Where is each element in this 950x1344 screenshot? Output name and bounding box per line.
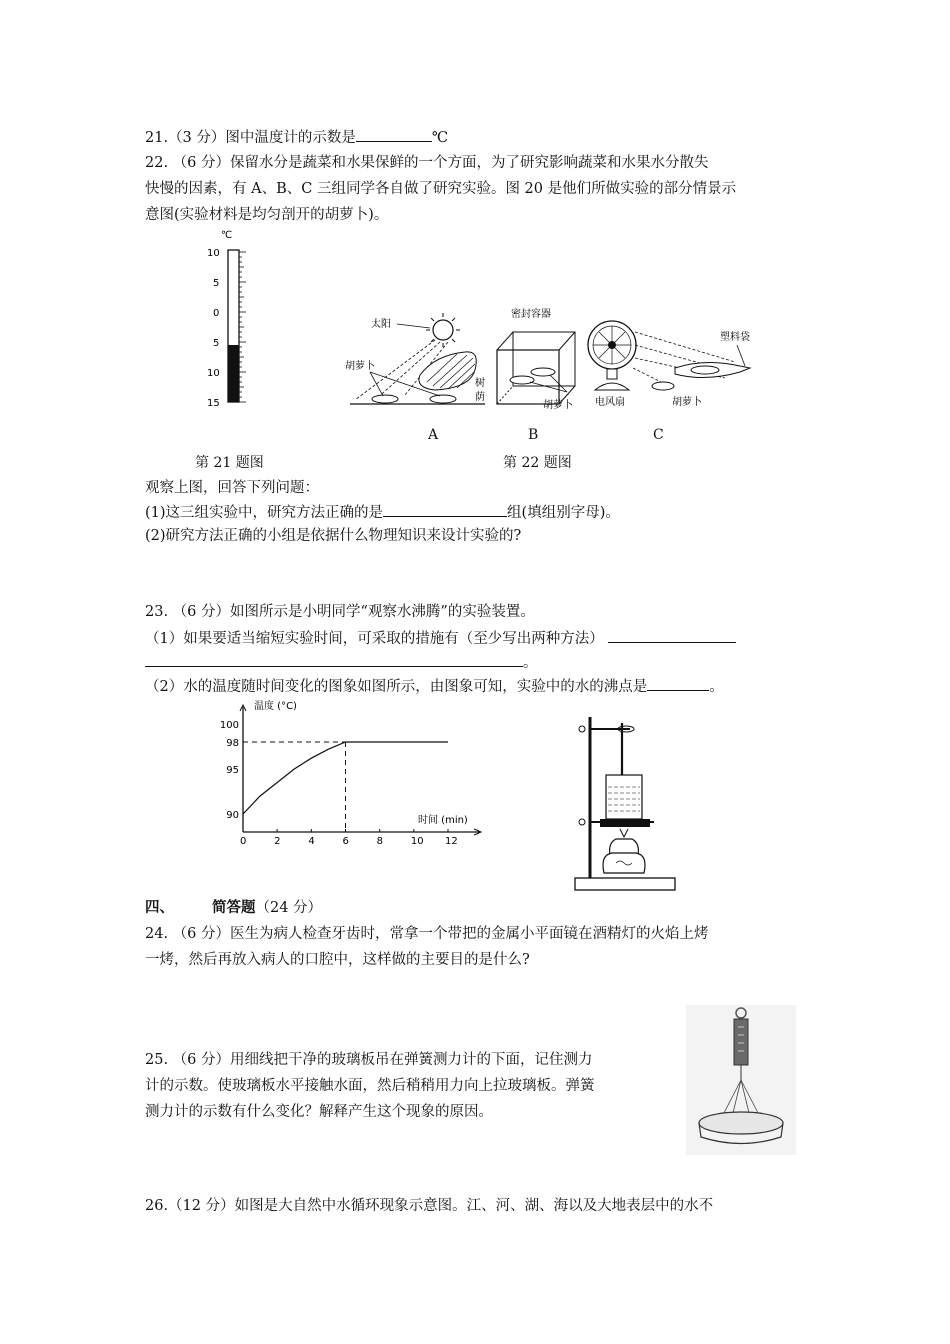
spring-scale-figure (686, 1005, 796, 1155)
tick-label: 0 (213, 308, 220, 319)
scene-a (345, 313, 485, 404)
q23-sub1-text: （1）如果要适当缩短实验时间，可采取的措施有（至少写出两种方法） (145, 631, 604, 647)
label-carrot-c: 胡萝卜 (672, 397, 702, 408)
water-basin (699, 1112, 783, 1134)
q22-line3: 意图(实验材料是均匀剖开的胡萝卜)。 (145, 207, 389, 223)
q23-sub1-blank-b[interactable] (145, 652, 523, 667)
section4-title: 简答题 (212, 899, 256, 916)
q23-sub1-end: 。 (523, 655, 538, 671)
q23-sub2-end: 。 (709, 679, 724, 695)
scene-b (497, 307, 575, 411)
x-tick-label: 12 (445, 836, 458, 847)
q22-sub2: (2)研究方法正确的小组是依据什么物理知识来设计实验的? (145, 528, 522, 544)
temperature-time-chart (210, 695, 500, 855)
thermometer-unit: ℃ (221, 230, 233, 241)
x-tick-label: 2 (274, 836, 281, 847)
fig21-caption: 第 21 题图 (195, 455, 264, 471)
q23-line1: 23. （6 分）如图所示是小明同学“观察水沸腾”的实验装置。 (145, 604, 535, 620)
section4-number: 四、 (145, 899, 174, 916)
tick-label: 5 (213, 278, 220, 289)
y-axis-label: 温度 (°C) (254, 701, 297, 712)
thermometer-liquid (228, 345, 239, 402)
q21-answer-blank[interactable] (356, 127, 432, 142)
label-container: 密封容器 (511, 309, 551, 320)
x-tick-label: 0 (240, 836, 247, 847)
q22-line1: 22. （6 分）保留水分是蔬菜和水果保鲜的一个方面，为了研究影响蔬菜和水果水分散失 (145, 155, 709, 171)
q22-sub1-tail: 组(填组别字母)。 (507, 505, 620, 521)
spring-scale (734, 1019, 748, 1065)
q21-unit: ℃ (431, 130, 449, 146)
q24-line2: 一烤，然后再放入病人的口腔中，这样做的主要目的是什么? (145, 952, 530, 968)
q23-sub1 (145, 628, 736, 649)
group-label-c: C (653, 427, 664, 443)
label-fan: 电风扇 (595, 397, 625, 408)
q23-sub2-text: （2）水的温度随时间变化的图象如图所示，由图象可知，实验中的水的沸点是 (145, 679, 648, 695)
section4-score: （24 分） (255, 900, 323, 916)
thermometer-tick-labels (207, 248, 220, 409)
q21-text: 21.（3 分）图中温度计的示数是 (145, 130, 356, 146)
q26-line1: 26.（12 分）如图是大自然中水循环现象示意图。江、河、湖、海以及大地表层中的水不 (145, 1198, 714, 1214)
tick-label: 10 (207, 248, 220, 259)
sun-icon (433, 320, 453, 340)
stand-base (575, 878, 675, 890)
x-tick-label: 6 (342, 836, 349, 847)
label-carrot-a: 胡萝卜 (345, 361, 375, 372)
thermometer-figure (195, 225, 265, 415)
q22-sub1 (145, 502, 620, 523)
q23-sub1-cont (145, 652, 538, 673)
q23-sub1-blank-a[interactable] (608, 628, 736, 643)
q25-line3: 测力计的示数有什么变化？解释产生这个现象的原因。 (145, 1104, 493, 1120)
y-tick-labels (220, 720, 239, 821)
q22-line2: 快慢的因素，有 A、B、C 三组同学各自做了研究实验。图 20 是他们所做实验的部分情景示 (145, 181, 737, 197)
x-tick-label: 10 (410, 836, 424, 847)
q23-sub2 (145, 676, 724, 697)
boiling-apparatus-figure (570, 705, 685, 895)
tick-label: 5 (213, 338, 220, 349)
label-shade: 荫 (475, 392, 485, 403)
scene-c (588, 321, 750, 408)
y-tick-label: 90 (226, 810, 239, 821)
q22-observe: 观察上图，回答下列问题： (145, 480, 319, 496)
label-tree: 树 (475, 378, 485, 389)
y-tick-label: 95 (226, 765, 239, 776)
q24-line1: 24. （6 分）医生为病人检查牙齿时，常拿一个带把的金属小平面镜在酒精灯的火焰上烤 (145, 926, 709, 942)
group-label-b: B (528, 427, 539, 443)
fig22-caption: 第 22 题图 (503, 455, 572, 471)
section4-heading (145, 898, 322, 918)
q22-sub1-text: (1)这三组实验中，研究方法正确的是 (145, 505, 384, 521)
label-sun: 太阳 (371, 319, 391, 330)
y-tick-label: 100 (219, 720, 239, 731)
beaker (606, 775, 642, 819)
q23-sub2-blank[interactable] (647, 676, 709, 691)
x-tick-label: 8 (376, 836, 384, 847)
fig22-scenes (345, 300, 765, 420)
y-tick-label: 98 (226, 738, 239, 749)
thermometer-scale (239, 252, 246, 402)
label-carrot-b: 胡萝卜 (543, 400, 573, 411)
q25-line1: 25. （6 分）用细线把干净的玻璃板吊在弹簧测力计的下面，记住测力 (145, 1052, 593, 1068)
tick-label: 15 (207, 398, 220, 409)
label-bag: 塑料袋 (720, 332, 750, 343)
tick-label: 10 (207, 368, 220, 379)
q22-sub1-blank[interactable] (383, 502, 507, 517)
q21-line (145, 127, 448, 148)
q25-line2: 计的示数。使玻璃板水平接触水面，然后稍稍用力向上拉玻璃板。弹簧 (145, 1078, 595, 1094)
group-label-a: A (428, 427, 439, 443)
x-axis-label: 时间 (min) (418, 815, 468, 826)
asbestos-mesh (600, 819, 650, 827)
x-tick-label: 4 (308, 836, 315, 847)
